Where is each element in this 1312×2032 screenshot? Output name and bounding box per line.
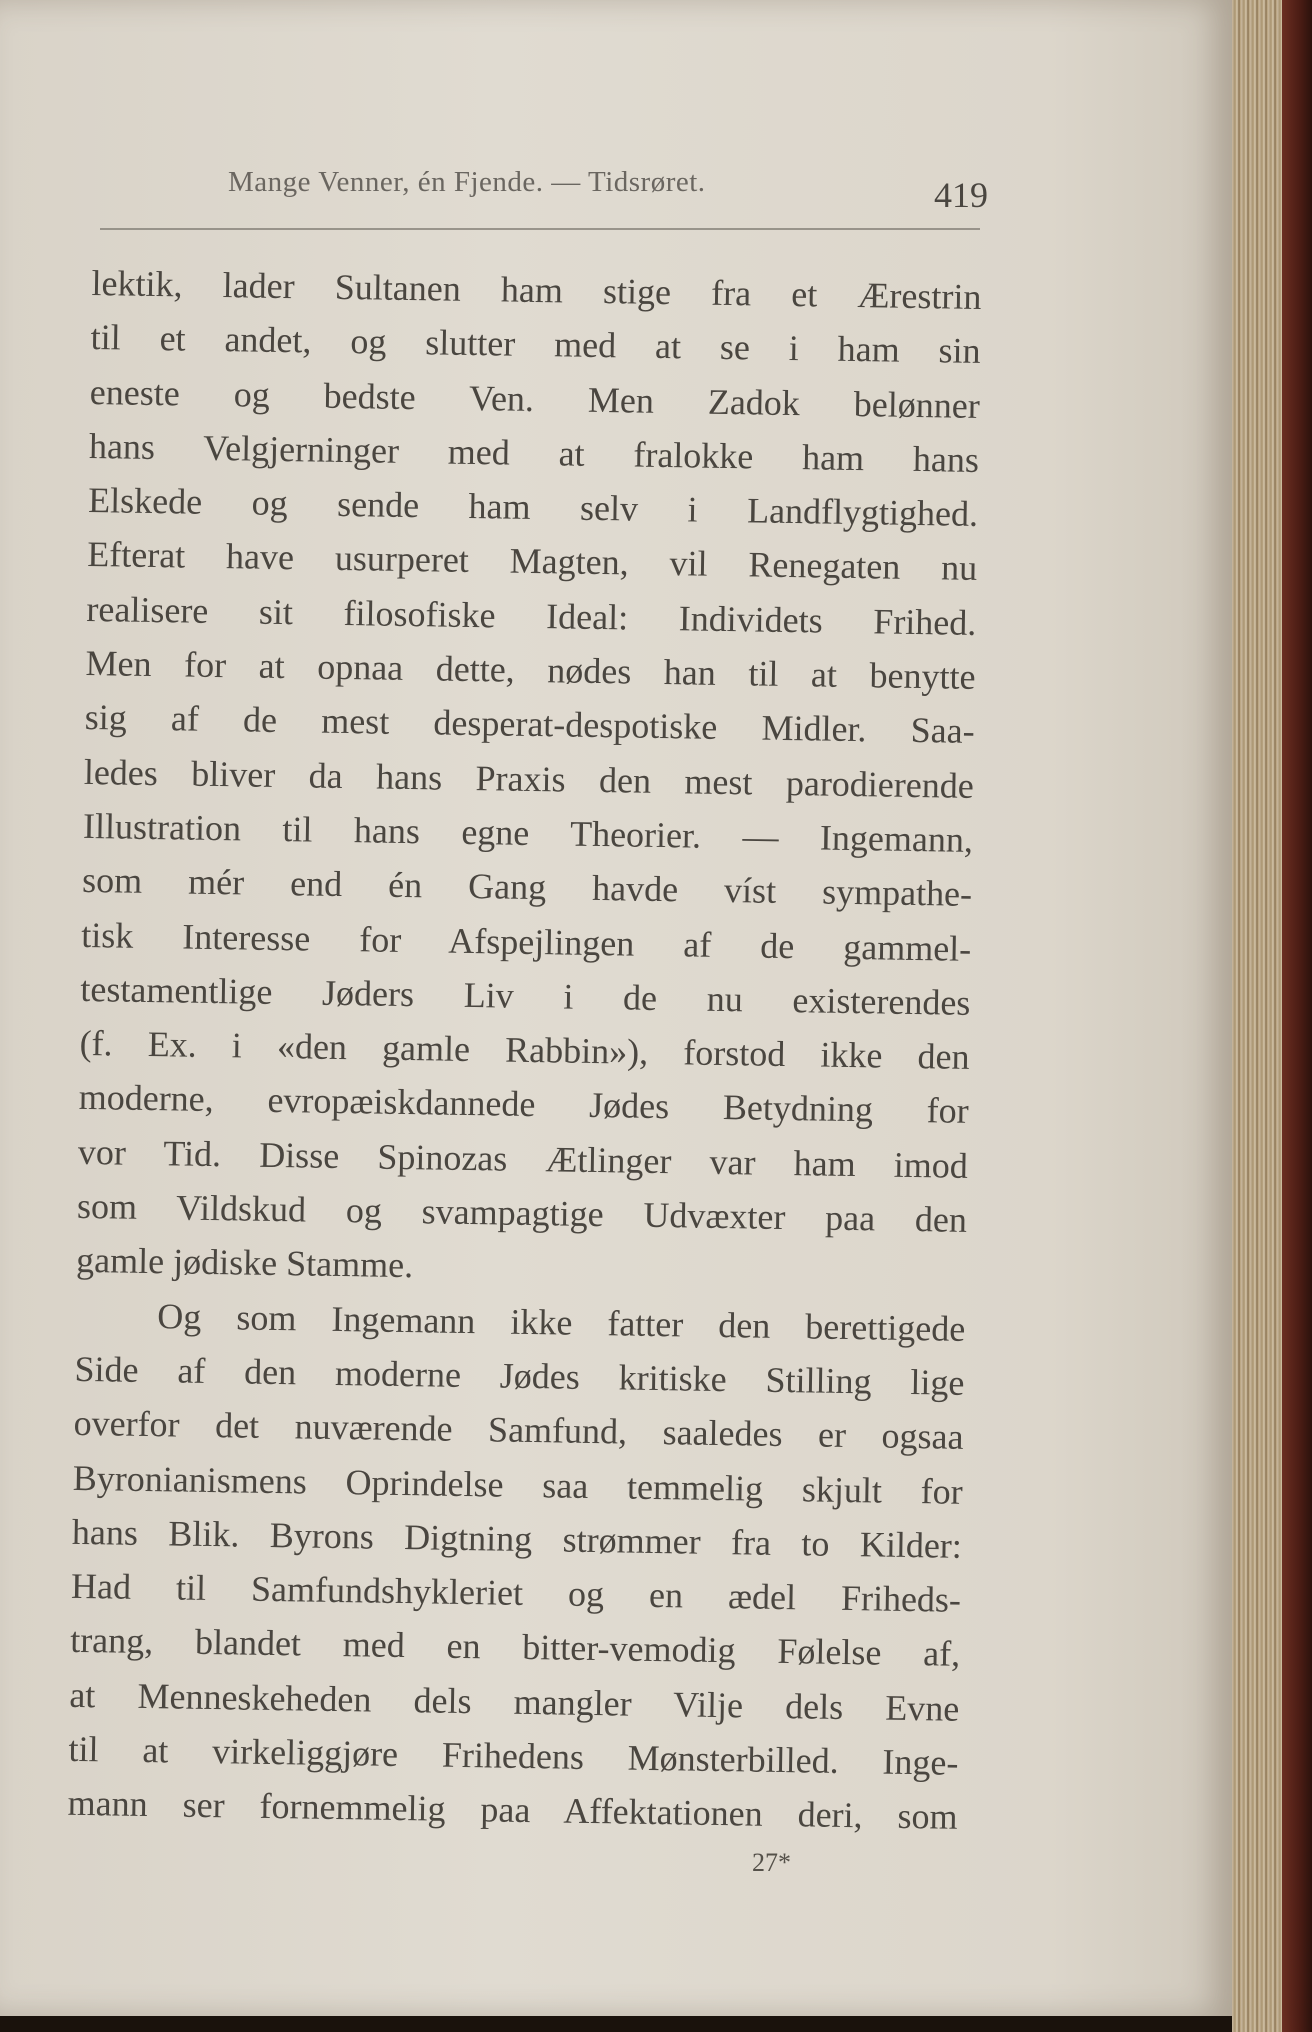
text-line: hans Blik. Byrons Digtning strømmer fra to Kilder: — [71, 1511, 963, 1566]
text-line: tisk Interesse for Afspejlingen af de gammel- — [81, 914, 972, 969]
text-line: sig af de mest desperat-despotiske Midler. Saa- — [84, 697, 975, 752]
text-line: ledes bliver da hans Praxis den mest parodierende — [83, 751, 975, 806]
text-line: Men for at opnaa dette, nødes han til at benytte — [85, 643, 976, 698]
text-line: Elskede og sende ham selv i Landflygtighed. — [87, 480, 979, 535]
text-line: Byronianismens Oprindelse saa temmelig skjult for — [72, 1457, 964, 1512]
header-rule — [100, 228, 980, 230]
text-line: hans Velgjerninger med at fralokke ham hans — [88, 425, 980, 480]
text-line: overfor det nuværende Samfund, saaledes er ogsaa — [73, 1403, 964, 1458]
book-cover-edge — [1282, 0, 1312, 2032]
text-line: (f. Ex. i «den gamle Rabbin»), forstod ikke den — [79, 1023, 970, 1078]
text-line: lektik, lader Sultanen ham stige fra et Ærestrin — [91, 262, 982, 317]
text-line: Had til Samfundshykleriet og en ædel Friheds- — [70, 1565, 962, 1620]
running-head — [228, 158, 988, 215]
signature-mark: 27* — [752, 1848, 791, 1877]
bottom-shadow — [0, 2016, 1232, 2032]
text-line: vor Tid. Disse Spinozas Ætlinger var ham imod — [77, 1131, 969, 1186]
body-text — [67, 256, 982, 1844]
text-line: som mér end én Gang havde víst sympathe- — [81, 860, 973, 915]
text-line: Illustration til hans egne Theorier. — Ingemann, — [82, 805, 974, 860]
text-line: til et andet, og slutter med at se i ham sin — [90, 317, 981, 372]
running-title: Mange Venner, én Fjende. — Tidsrøret. — [228, 166, 706, 198]
text-line: Og som Ingemann ikke fatter den berettigede — [157, 1295, 966, 1349]
text-line: moderne, evropæiskdannede Jødes Betydning for — [78, 1077, 969, 1132]
text-line: mann ser fornemmelig paa Affektationen deri, som — [67, 1783, 958, 1838]
text-line: eneste og bedste Ven. Men Zadok belønner — [89, 371, 981, 426]
text-line: testamentlige Jøders Liv i de nu existerendes — [80, 968, 971, 1023]
page-number: 419 — [934, 175, 988, 215]
text-line: Side af den moderne Jødes kritiske Stilling lige — [74, 1348, 965, 1403]
text-line: gamle jødiske Stamme. — [75, 1240, 414, 1286]
text-line: realisere sit filosofiske Ideal: Individets Frihed. — [86, 588, 977, 643]
text-line: trang, blandet med en bitter-vemodig Følelse af, — [69, 1620, 961, 1675]
text-line: at Menneskeheden dels mangler Vilje dels Evne — [69, 1674, 960, 1729]
text-line: Efterat have usurperet Magten, vil Renegaten nu — [86, 534, 978, 589]
text-line: til at virkeliggjøre Frihedens Mønsterbilled. Inge- — [68, 1728, 959, 1783]
text-line: som Vildskud og svampagtige Udvæxter paa den — [76, 1185, 968, 1240]
